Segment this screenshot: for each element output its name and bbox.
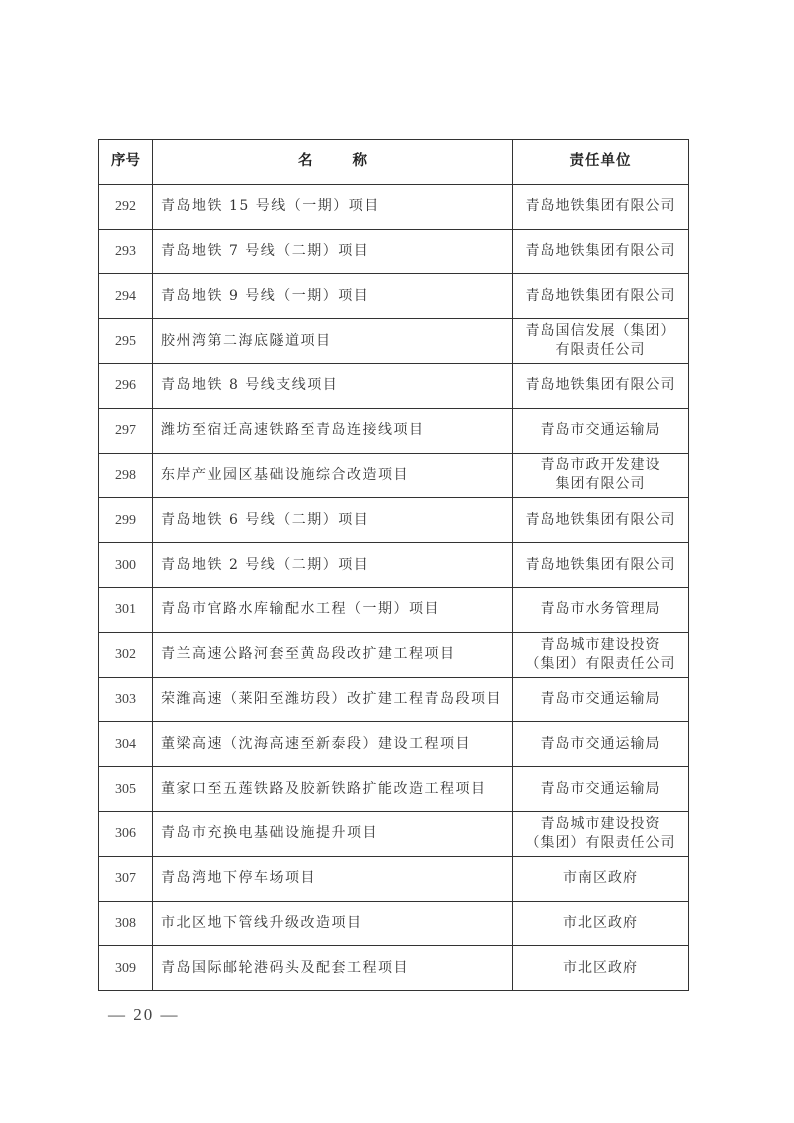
unit-line: 有限责任公司: [555, 342, 646, 359]
unit-line: 青岛地铁集团有限公司: [525, 242, 676, 259]
row-project-name: 青岛市官路水库输配水工程（一期）项目: [153, 587, 513, 632]
table-row: [99, 229, 689, 274]
row-project-name: 潍坊至宿迁高速铁路至青岛连接线项目: [153, 408, 513, 453]
row-project-name: 青岛地铁 9 号线（一期）项目: [153, 274, 513, 319]
table-row: [99, 319, 689, 364]
row-project-name: 胶州湾第二海底隧道项目: [153, 319, 513, 364]
table-row: [99, 408, 689, 453]
row-serial-number: 303: [99, 677, 153, 722]
table-row: [99, 856, 689, 901]
table-row: [99, 677, 689, 722]
table-header-row: [99, 140, 689, 185]
unit-line: 青岛地铁集团有限公司: [525, 511, 676, 528]
row-serial-number: 298: [99, 453, 153, 498]
row-serial-number: 294: [99, 274, 153, 319]
table-row: [99, 632, 689, 677]
unit-line: 市南区政府: [563, 870, 638, 887]
unit-line: （集团）有限责任公司: [525, 655, 676, 672]
header-name-part1: 名: [298, 153, 313, 170]
row-responsible-unit: [513, 946, 689, 991]
row-project-name: 青岛地铁 6 号线（二期）项目: [153, 498, 513, 543]
unit-line: 青岛市交通运输局: [540, 690, 661, 707]
row-responsible-unit: [513, 363, 689, 408]
row-project-name: 董梁高速（沈海高速至新泰段）建设工程项目: [153, 722, 513, 767]
row-responsible-unit: [513, 677, 689, 722]
page-number: — 20 —: [108, 1005, 180, 1024]
row-project-name: 青岛地铁 7 号线（二期）项目: [153, 229, 513, 274]
table-row: [99, 363, 689, 408]
row-responsible-unit: [513, 722, 689, 767]
table-row: [99, 184, 689, 229]
row-serial-number: 299: [99, 498, 153, 543]
row-serial-number: 309: [99, 946, 153, 991]
row-responsible-unit: [513, 274, 689, 319]
table-row: [99, 811, 689, 856]
row-responsible-unit: [513, 453, 689, 498]
row-project-name: 市北区地下管线升级改造项目: [153, 901, 513, 946]
project-table: [98, 139, 689, 991]
table-row: [99, 901, 689, 946]
row-responsible-unit: [513, 229, 689, 274]
row-project-name: 青岛国际邮轮港码头及配套工程项目: [153, 946, 513, 991]
unit-line: 市北区政府: [563, 959, 638, 976]
row-responsible-unit: [513, 811, 689, 856]
row-project-name: 青兰高速公路河套至黄岛段改扩建工程项目: [153, 632, 513, 677]
unit-line: 青岛地铁集团有限公司: [525, 377, 676, 394]
row-serial-number: 296: [99, 363, 153, 408]
row-serial-number: 292: [99, 184, 153, 229]
table-row: [99, 498, 689, 543]
unit-line: 青岛市交通运输局: [540, 780, 661, 797]
row-responsible-unit: [513, 543, 689, 588]
row-project-name: 董家口至五莲铁路及胶新铁路扩能改造工程项目: [153, 767, 513, 812]
unit-line: 市北区政府: [563, 914, 638, 931]
header-name: [153, 140, 513, 185]
unit-line: 青岛地铁集团有限公司: [525, 287, 676, 304]
unit-line: 青岛城市建设投资: [540, 636, 661, 653]
row-project-name: 荣潍高速（莱阳至潍坊段）改扩建工程青岛段项目: [153, 677, 513, 722]
row-serial-number: 295: [99, 319, 153, 364]
row-responsible-unit: [513, 901, 689, 946]
header-serial-number: 序号: [99, 140, 153, 185]
table-row: [99, 453, 689, 498]
row-project-name: 青岛地铁 15 号线（一期）项目: [153, 184, 513, 229]
row-serial-number: 304: [99, 722, 153, 767]
unit-line: 青岛市水务管理局: [540, 601, 661, 618]
row-serial-number: 305: [99, 767, 153, 812]
row-serial-number: 293: [99, 229, 153, 274]
row-responsible-unit: [513, 856, 689, 901]
unit-line: 青岛地铁集团有限公司: [525, 556, 676, 573]
table-row: [99, 274, 689, 319]
row-responsible-unit: [513, 319, 689, 364]
table-row: [99, 587, 689, 632]
unit-line: 青岛城市建设投资: [540, 815, 661, 832]
row-serial-number: 300: [99, 543, 153, 588]
row-project-name: 东岸产业园区基础设施综合改造项目: [153, 453, 513, 498]
row-responsible-unit: [513, 408, 689, 453]
row-project-name: 青岛市充换电基础设施提升项目: [153, 811, 513, 856]
unit-line: 青岛市交通运输局: [540, 422, 661, 439]
unit-line: （集团）有限责任公司: [525, 834, 676, 851]
row-serial-number: 306: [99, 811, 153, 856]
row-serial-number: 297: [99, 408, 153, 453]
table-row: [99, 722, 689, 767]
unit-line: 青岛市政开发建设: [540, 457, 661, 474]
unit-line: 青岛国信发展（集团）: [525, 323, 676, 340]
row-responsible-unit: [513, 498, 689, 543]
row-project-name: 青岛地铁 8 号线支线项目: [153, 363, 513, 408]
row-serial-number: 302: [99, 632, 153, 677]
unit-line: 青岛地铁集团有限公司: [525, 198, 676, 215]
row-responsible-unit: [513, 184, 689, 229]
unit-line: 集团有限公司: [555, 476, 646, 493]
table-body: [99, 184, 689, 990]
table-row: [99, 543, 689, 588]
table-row: [99, 767, 689, 812]
row-responsible-unit: [513, 767, 689, 812]
row-responsible-unit: [513, 632, 689, 677]
row-serial-number: 301: [99, 587, 153, 632]
row-project-name: 青岛地铁 2 号线（二期）项目: [153, 543, 513, 588]
row-project-name: 青岛湾地下停车场项目: [153, 856, 513, 901]
unit-line: 青岛市交通运输局: [540, 735, 661, 752]
row-serial-number: 308: [99, 901, 153, 946]
header-responsible-unit: 责任单位: [513, 140, 689, 185]
table-row: [99, 946, 689, 991]
row-responsible-unit: [513, 587, 689, 632]
row-serial-number: 307: [99, 856, 153, 901]
header-name-part2: 称: [352, 153, 367, 170]
